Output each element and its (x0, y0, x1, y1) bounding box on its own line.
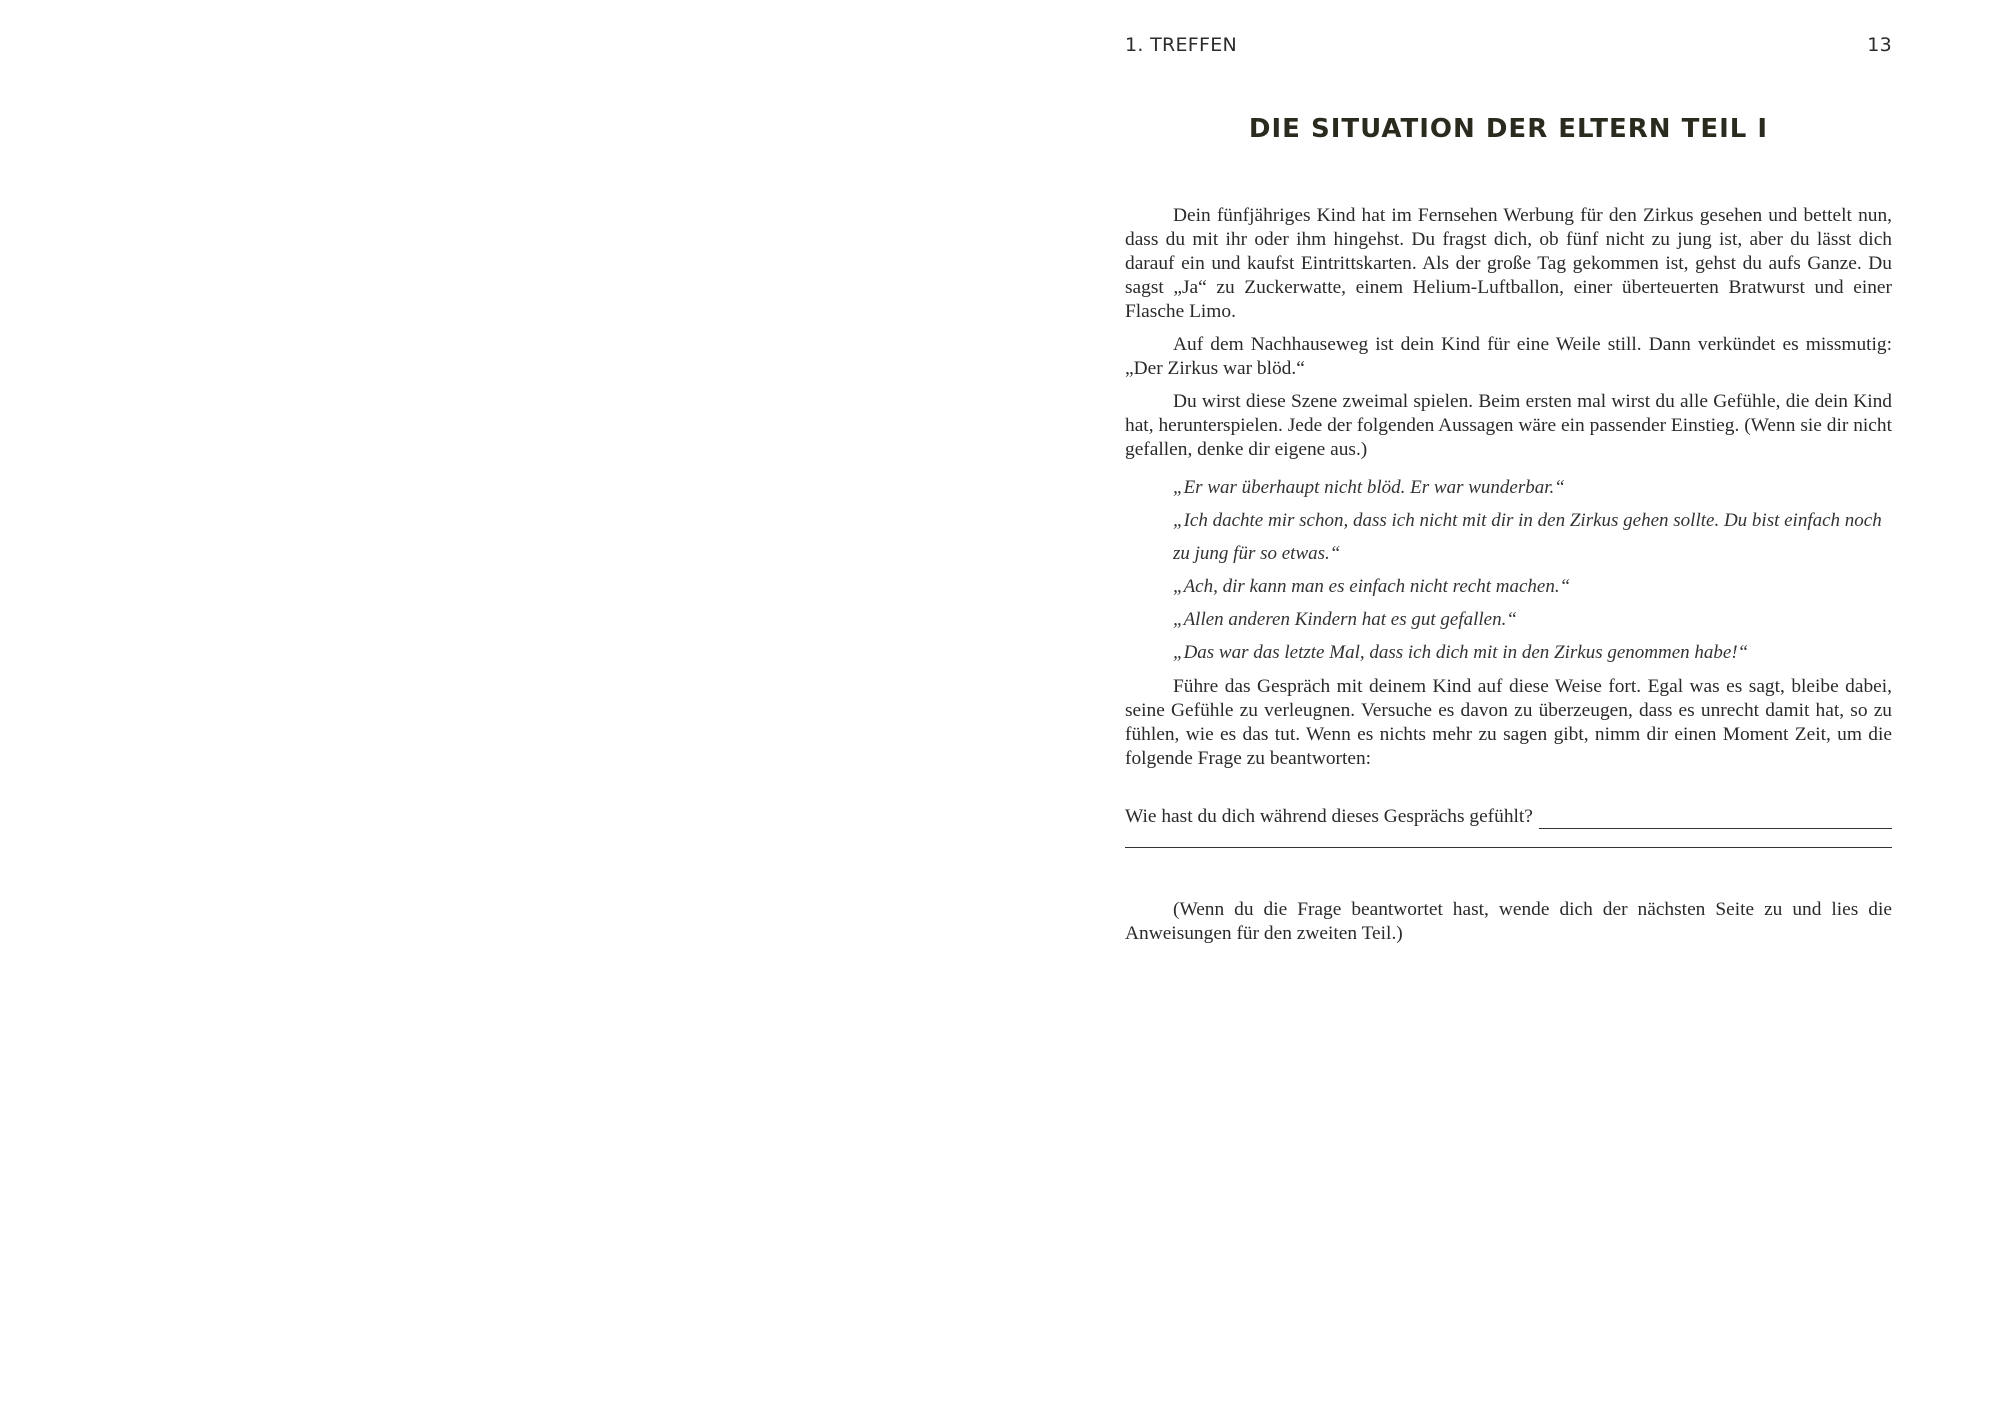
paragraph-instructions: Du wirst diese Szene zweimal spielen. Beim ersten mal wirst du alle Gefühle, die dein Kind hat, herunterspielen. Jede der folgenden Aussagen wäre ein passender Einstieg. (Wenn sie dir nicht gefallen, denke dir eigene aus.) (1125, 391, 1892, 460)
paragraph-note: (Wenn du die Frage beantwortet hast, wende dich der nächsten Seite zu und lies die Anweisungen für den zweiten Teil.) (1125, 899, 1892, 944)
book-page (1125, 0, 1892, 1414)
question-text: Wie hast du dich während dieses Gesprächs gefühlt? (1125, 806, 1533, 827)
body-text (1125, 204, 1892, 955)
quote-item: „Ach, dir kann man es einfach nicht recht machen.“ (1173, 576, 1571, 597)
running-header (1125, 34, 1892, 60)
chapter-label: 1. TREFFEN (1125, 34, 1238, 56)
question-block (1125, 805, 1892, 848)
section-title: DIE SITUATION DER ELTERN TEIL I (1248, 114, 1769, 144)
quote-item: „Er war überhaupt nicht blöd. Er war wunderbar.“ (1173, 477, 1565, 498)
quote-item: „Ich dachte mir schon, dass ich nicht mit dir in den Zirkus gehen sollte. Du bist einfach noch zu jung für so etwas.“ (1173, 510, 1882, 564)
paragraph-continuation: Führe das Gespräch mit deinem Kind auf diese Weise fort. Egal was es sagt, bleibe dabei, seine Gefühle zu verleugnen. Versuche es davon zu überzeugen, dass es unrecht damit hat, so zu fühlen, wie es das tut. Wenn es nichts mehr zu sagen gibt, nimm dir einen Moment Zeit, um die folgende Frage zu beantworten: (1125, 676, 1892, 769)
answer-line-2[interactable] (1125, 846, 1892, 848)
page-number: 13 (1867, 34, 1892, 56)
paragraph-intro: Dein fünfjähriges Kind hat im Fernsehen Werbung für den Zirkus gesehen und bettelt nun, dass du mit ihr oder ihm hingehst. Du fragst dich, ob fünf nicht zu jung ist, aber du lässt dich darauf ein und kaufst Eintrittskarten. Als der große Tag gekommen ist, gehst du aufs Ganze. Du sagst „Ja“ zu Zuckerwatte, einem Helium-Luftballon, einer überteuerten Bratwurst und einer Flasche Limo. (1125, 205, 1892, 322)
question-line (1125, 805, 1892, 829)
answer-line-1[interactable] (1539, 808, 1892, 829)
quote-item: „Allen anderen Kindern hat es gut gefallen.“ (1173, 609, 1517, 630)
example-quotes (1125, 471, 1892, 669)
quote-item: „Das war das letzte Mal, dass ich dich mit in den Zirkus genommen habe!“ (1173, 642, 1749, 663)
paragraph-way-home: Auf dem Nachhauseweg ist dein Kind für eine Weile still. Dann verkündet es missmutig: „Der Zirkus war blöd.“ (1125, 334, 1892, 379)
